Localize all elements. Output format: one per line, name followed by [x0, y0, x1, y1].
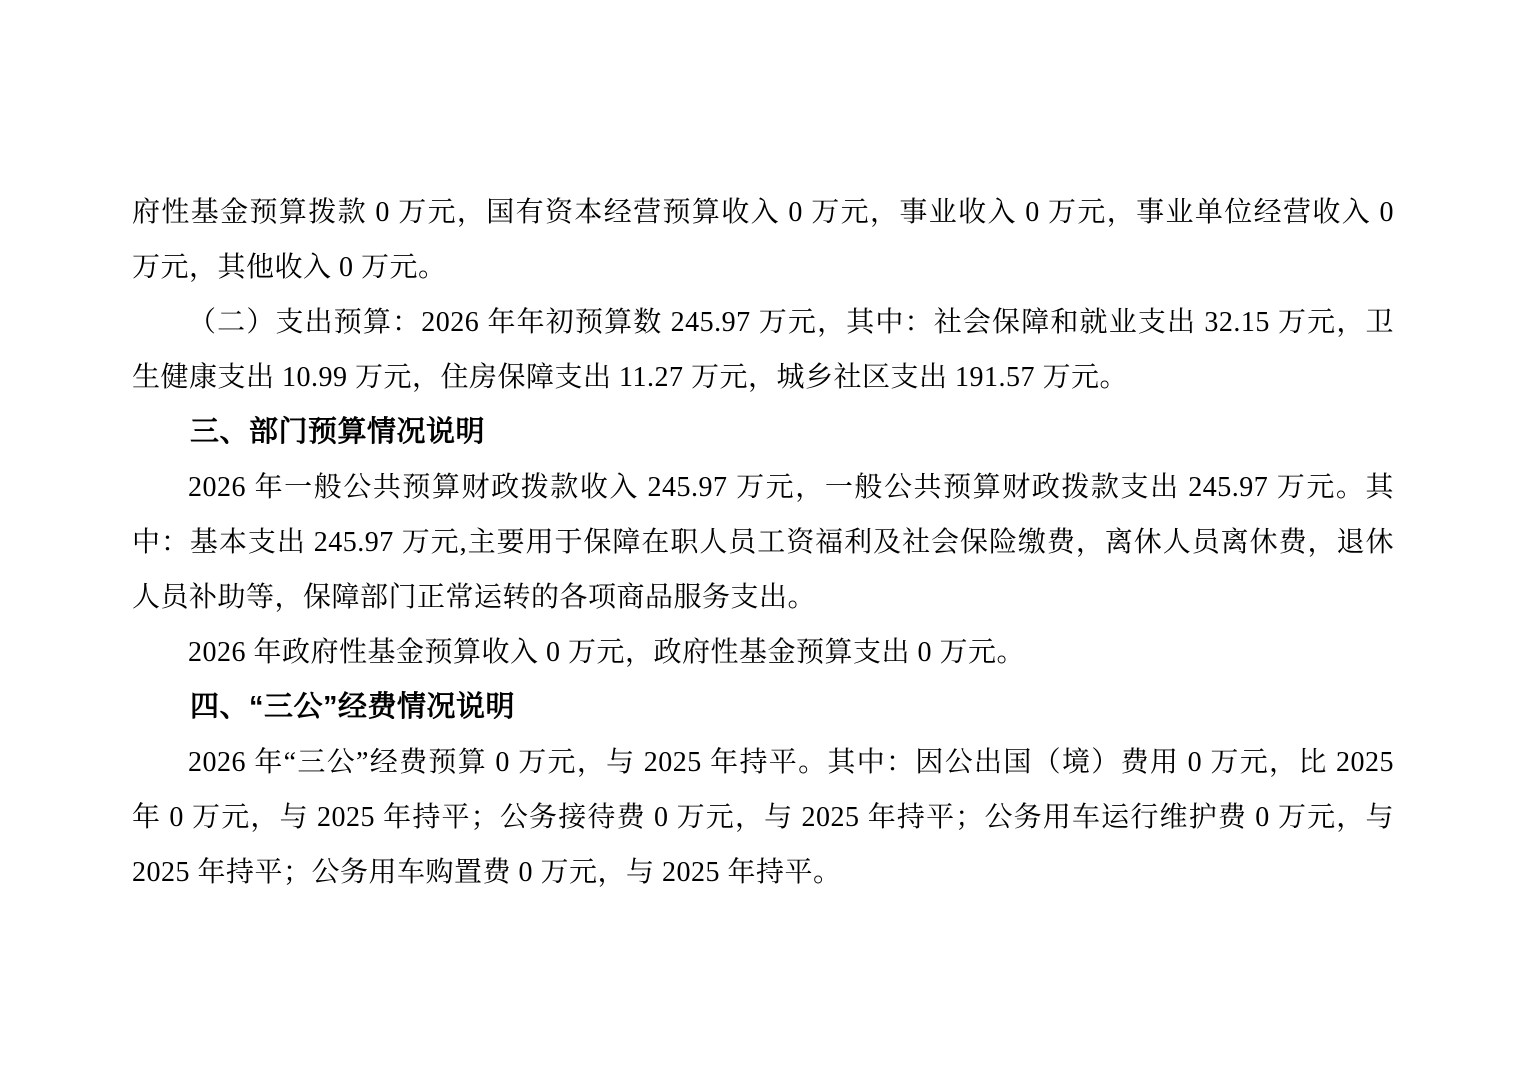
body-line-paragraph-end: 2025 年持平；公务用车购置费 0 万元，与 2025 年持平。 [132, 857, 842, 888]
body-line-expense-budget: （二）支出预算：2026 年年初预算数 245.97 万元，其中：社会保障和就业支出 32.15 万元，卫 [188, 307, 1394, 338]
body-line-gov-fund: 2026 年政府性基金预算收入 0 万元，政府性基金预算支出 0 万元。 [188, 637, 1026, 668]
body-line-sangong-expense: 年 0 万元，与 2025 年持平；公务接待费 0 万元，与 2025 年持平；公务用车运行维护费 0 万元，与 [132, 802, 1394, 833]
body-line-budget-explain: 2026 年一般公共预算财政拨款收入 245.97 万元，一般公共预算财政拨款支出 245.97 万元。其 [188, 472, 1394, 503]
body-line-paragraph-end: 人员补助等，保障部门正常运转的各项商品服务支出。 [132, 582, 817, 613]
body-line-paragraph-end: 生健康支出 10.99 万元，住房保障支出 11.27 万元，城乡社区支出 191.57 万元。 [132, 362, 1128, 393]
page-content [132, 185, 1394, 900]
body-line-budget-explain: 中：基本支出 245.97 万元,主要用于保障在职人员工资福利及社会保险缴费，离休人员离休费，退休 [132, 527, 1394, 558]
body-line-sangong-expense: 2026 年“三公”经费预算 0 万元，与 2025 年持平。其中：因公出国（境）费用 0 万元，比 2025 [188, 747, 1394, 778]
section-heading-four: 四、“三公”经费情况说明 [190, 691, 516, 723]
section-heading-three: 三、部门预算情况说明 [190, 416, 486, 448]
body-line-continuation: 府性基金预算拨款 0 万元，国有资本经营预算收入 0 万元，事业收入 0 万元，事业单位经营收入 0 [132, 197, 1394, 228]
body-line-paragraph-end: 万元，其他收入 0 万元。 [132, 252, 447, 283]
